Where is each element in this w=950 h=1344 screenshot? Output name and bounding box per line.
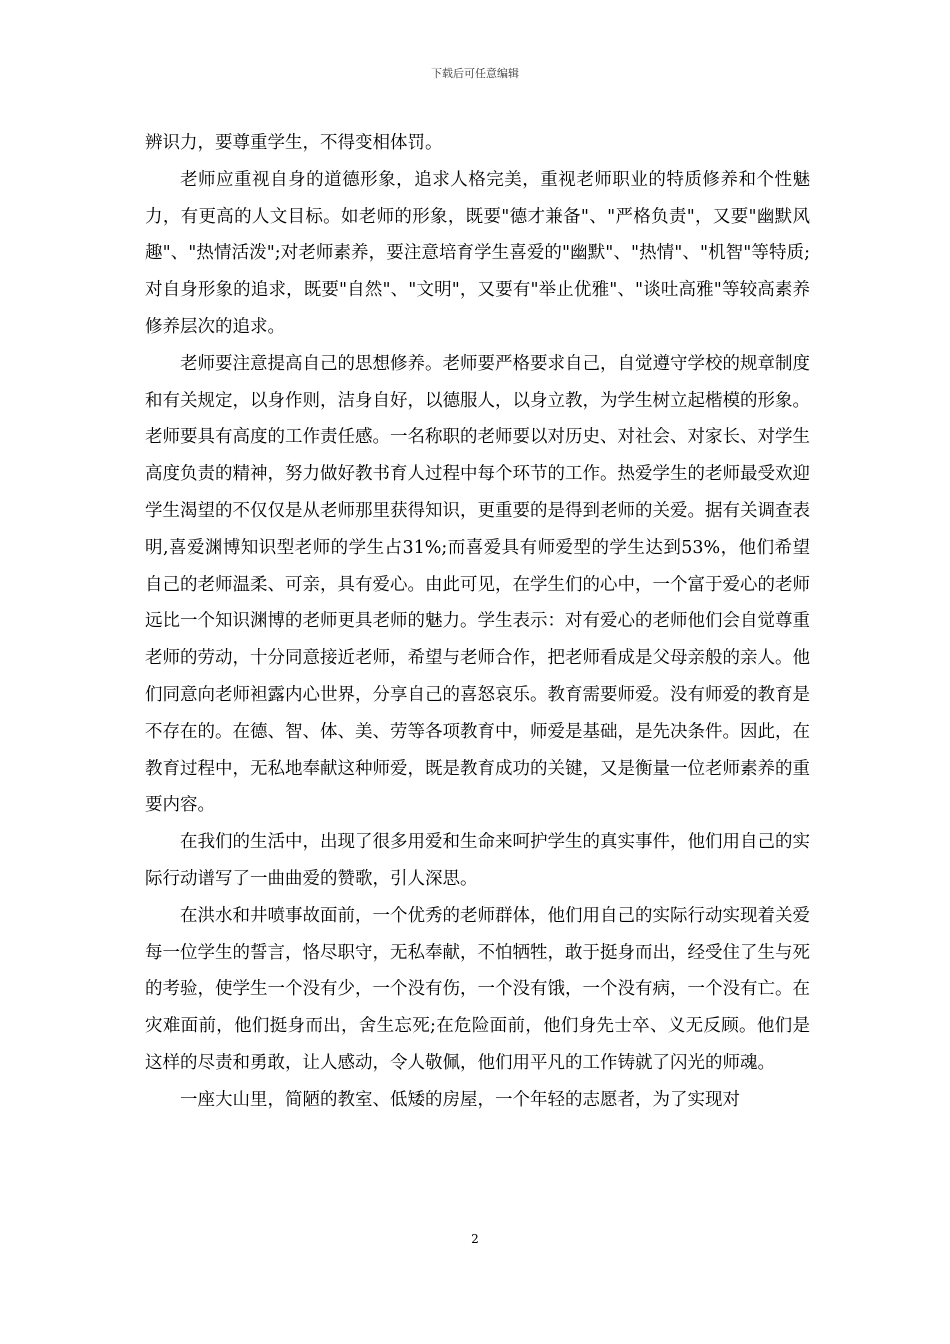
paragraph-3: 老师要注意提高自己的思想修养。老师要严格要求自己，自觉遵守学校的规章制度和有关规定，以身作则，洁身自好，以德服人，以身立教，为学生树立起楷模的形象。老师要具有高度的工作责任感。一名称职的老师要以对历史、对社会、对家长、对学生高度负责的精神，努力做好教书育人过程中每个环节的工作。热爱学生的老师最受欢迎学生渴望的不仅仅是从老师那里获得知识，更重要的是得到老师的关爱。据有关调查表明,喜爱渊博知识型老师的学生占31%;而喜爱具有师爱型的学生达到53%，他们希望自己的老师温柔、可亲，具有爱心。由此可见，在学生们的心中，一个富于爱心的老师远比一个知识渊博的老师更具老师的魅力。学生表示：对有爱心的老师他们会自觉尊重老师的劳动，十分同意接近老师，希望与老师合作，把老师看成是父母亲般的亲人。他们同意向老师袒露内心世界，分享自己的喜怒哀乐。教育需要师爱。没有师爱的教育是不存在的。在德、智、体、美、劳等各项教育中，师爱是基础，是先决条件。因此，在教育过程中，无私地奉献这种师爱，既是教育成功的关键，又是衡量一位老师素养的重要内容。: [145, 353, 810, 816]
document-body: [145, 125, 810, 1119]
paragraph-2: 老师应重视自身的道德形象，追求人格完美，重视老师职业的特质修养和个性魅力，有更高的人文目标。如老师的形象，既要"德才兼备"、"严格负责"，又要"幽默风趣"、"热情活泼";对老师素养，要注意培育学生喜爱的"幽默"、"热情"、"机智"等特质;对自身形象的追求，既要"自然"、"文明"，又要有"举止优雅"、"谈吐高雅"等较高素养修养层次的追求。: [145, 169, 810, 337]
paragraph-5: 在洪水和井喷事故面前，一个优秀的老师群体，他们用自己的实际行动实现着关爱每一位学生的誓言，恪尽职守，无私奉献，不怕牺牲，敢于挺身而出，经受住了生与死的考验，使学生一个没有少，一个没有伤，一个没有饿，一个没有病，一个没有亡。在灾难面前，他们挺身而出，舍生忘死;在危险面前，他们身先士卒、义无反顾。他们是这样的尽责和勇敢，让人感动，令人敬佩，他们用平凡的工作铸就了闪光的师魂。: [145, 905, 810, 1073]
paragraph-6: 一座大山里，简陋的教室、低矮的房屋，一个年轻的志愿者，为了实现对: [180, 1089, 740, 1110]
paragraph-4: 在我们的生活中，出现了很多用爱和生命来呵护学生的真实事件，他们用自己的实际行动谱写了一曲曲爱的赞歌，引人深思。: [145, 832, 810, 889]
page-header: 下载后可任意编辑: [431, 67, 519, 80]
page-number: 2: [471, 1232, 479, 1246]
paragraph-1: 辨识力，要尊重学生，不得变相体罚。: [145, 133, 443, 153]
